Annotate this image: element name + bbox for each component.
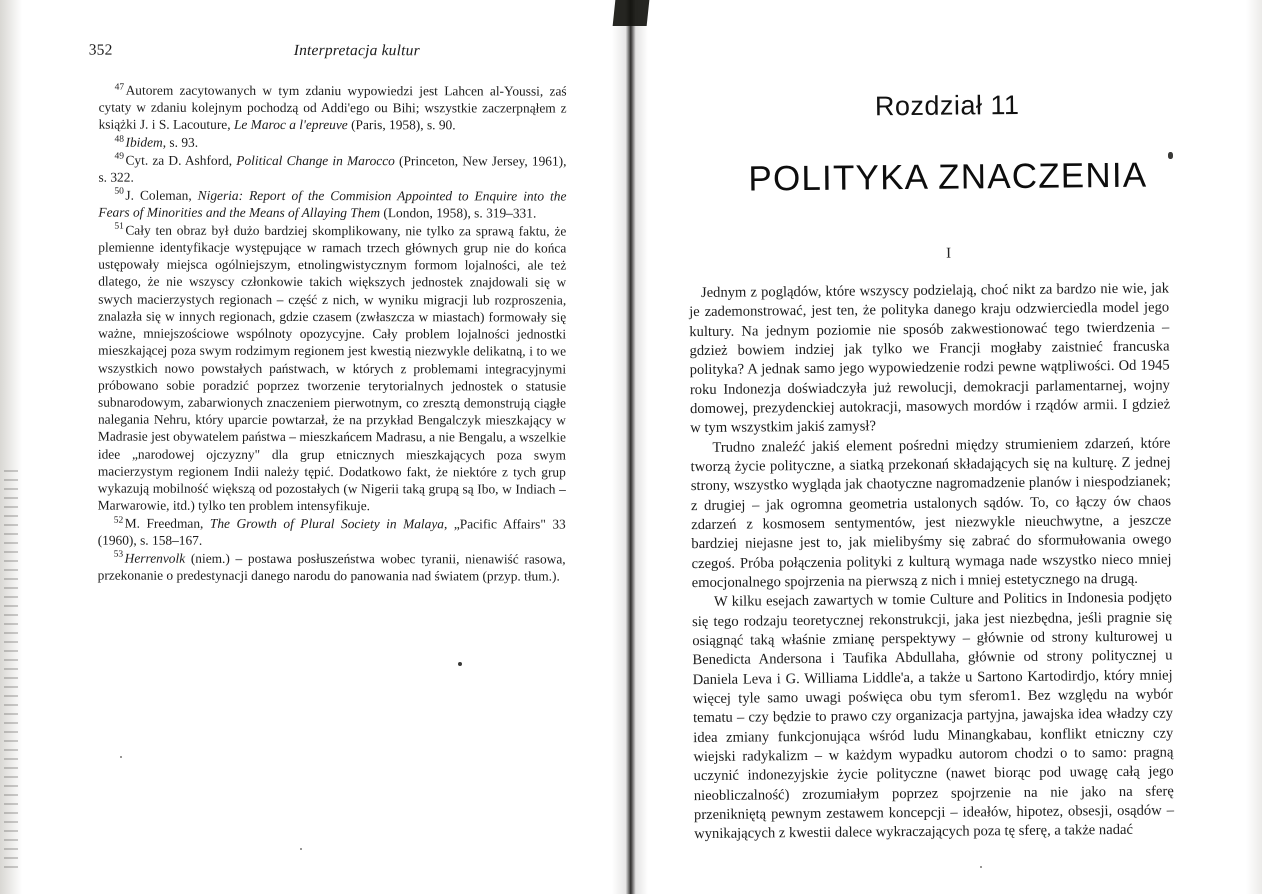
footnote-number: 51 [114, 221, 124, 232]
scan-speck [1168, 152, 1173, 159]
scan-speck [980, 866, 982, 868]
footnote: $^{48}$Ibidem, s. 93. [114, 134, 199, 150]
chapter-body [689, 279, 1174, 844]
paragraph: Trudno znaleźć jakiś element pośredni między strumieniem zdarzeń, które tworzą życie polityczne, a siatką przekonań składających się na kulturę. Z jednej strony, wszystko wygląda jak chaotyczne nagromadzenie planów i niespodzianek; z drugiej – jak ogromna geometria ustalonych sądów. To, co łączy ów chaos zdarzeń z kosmosem sentymentów, jest niezwykle nieuchwytne, a jeszcze bardziej niejasne jest to, jak mielibyśmy się zabrać do sformułowania owego czegoś. Próba połączenia polityki z kulturą wymaga nade wszystko nieco mniej emocjonalnego spojrzenia na pierwszą z nich i mniej estetycznego na drugą. [690, 435, 1172, 592]
page-number: 352 [88, 41, 113, 59]
scan-speck [300, 848, 302, 850]
footnote-number: 49 [114, 152, 125, 163]
footnote-number: 47 [114, 82, 125, 93]
footnote: $^{53}$Herrenvolk (niem.) – postawa posłuszeństwa wobec tyranii, nienawiść rasowa, przekonanie o predestynacji danego narodu do panowania nad światem (przyp. tłum.). [97, 550, 566, 584]
running-head: Interpretacja kultur [293, 41, 420, 60]
footnote-number: 52 [113, 515, 124, 526]
left-page-header [88, 41, 569, 60]
chapter-title: POLITYKA ZNACZENIA [748, 155, 1148, 199]
right-edge-shadow [1246, 0, 1262, 894]
section-number: I [946, 245, 952, 262]
footnote: $^{47}$Autorem zacytowanych w tym zdaniu wypowiedzi jest Lahcen al-Youssi, zaś cytaty w zdaniu kolejnym pochodzą od Addi'ego ou Bihi; wszystkie zaczerpnąłem z książki J. i S. Lacouture, Le Maroc a l'epreuve (Paris, 1958), s. 90. [98, 82, 567, 133]
paragraph: Jednym z poglądów, które wszyscy podzielają, choć nikt za bardzo nie wie, jak je zademonstrować, jest ten, że polityka danego kraju odzwierciedla model jego kultury. Na jednym poziomie nie sposób zakwestionować tego twierdzenia – gdzież bowiem indziej jak tylko we Francji mogłaby zaistnieć francuska polityka? A jednak samo jego wypowiedzenie rodzi pewne wątpliwości. Od 1945 roku Indonezja doświadczyła już rewolucji, demokracji parlamentarnej, wojny domowej, prezydenckiej autokracji, masowych mordów i rządów armii. I gdzież w tym wszystkim jakiś zamysł? [689, 280, 1171, 437]
paragraph: W kilku esejach zawartych w tomie Culture and Politics in Indonesia podjęto się tego rodzaju teoretycznej rekonstrukcji, jaka jest niezbędna, jeśli pragnie się osiągnąć taką właśnie zmianę perspektywy – głównie od strony kulturowej u Benedicta Andersona i Taufika Abdullaha, głównie od strony politycznej u Daniela Leva i G. Williama Liddle'a, a także u Sartono Kartodirdjo, który mniej więcej tyle samo uwagi poświęca obu tym sferom1. Bez względu na wybór tematu – czy będzie to prawo czy organizacja partyjna, jawajska idea władzy czy idea zmiany funkcjonująca wśród ludu Minangkabau, konflikt etniczny czy wiejski radykalizm – w każdym wypadku autorom chodzi o to samo: pragną uczynić indonezyjskie życie polityczne (nawet biorąc pod uwagę całą jego nieobliczalność) zrozumiałym poprzez spojrzenie na nie jako na sferę przenikniętą pewnym zestawem koncepcji – ideałów, hipotez, obsesji, osądów – wynikających z kwestii dalece wykraczających poza tę sferę, a także nadać [692, 589, 1175, 843]
scan-speck [120, 756, 122, 758]
left-edge-texture [4, 470, 18, 870]
scan-speck [458, 662, 462, 666]
footnote: $^{51}$Cały ten obraz był dużo bardziej skomplikowany, nie tylko za sprawą faktu, że plemienne identyfikacje występujące w ramach trzech głównych grup nie do końca ustępowały miejsca ogólniejszym, etnolingwistycznym formom lojalności, ale też dlatego, że nie wszyscy członkowie takich większych jednostek znajdowali się w swych macierzystych regionach – część z nich, w wyniku migracji lub rozproszenia, znalazła się w innych regionach, gdzie czasem (zwłaszcza w miastach) formowały się ważne, mniejszościowe wspólnoty opozycyjne. Cały problem lojalności jednostki mieszkającej poza swym rodzimym regionem jest kwestią niezwykle delikatną, i to we wszystkich nowo powstałych państwach, w których z problemami integracyjnymi próbowano sobie poradzić poprzez tworzenie terytorialnych jednostek o statusie subnarodowym, zabarwionych znaczeniem pierwotnym, co zresztą demonstrują ciągłe nalegania Nehru, który uparcie powtarzał, że na przykład Bengalczyk mieszkający w Madrasie jest obywatelem państwa – mieszkańcem Madrasu, a nie Bengalu, a wszelkie idee „narodowej ojczyzny" dla grup etnicznych mieszkających poza swym macierzystym regionem Indii należy tępić. Dodatkowo fakt, że niektóre z tych grup wykazują mobilność większą od pozostałych (w Nigerii taką grupą są Ibo, w Indiach – Marwarowie, itd.) tylko ten problem intensyfikuje. [97, 221, 567, 514]
footnotes-block [98, 82, 567, 586]
footnote-number: 53 [113, 550, 124, 561]
footnote: $^{52}$M. Freedman, The Growth of Plural Society in Malaya, „Pacific Affairs" 33 (1960), s. 158–167. [97, 515, 566, 548]
footnote-number: 48 [114, 134, 125, 145]
book-gutter-shadow [612, 0, 648, 894]
footnote: $^{49}$Cyt. za D. Ashford, Political Change in Marocco (Princeton, New Jersey, 1961), s. 322. [98, 152, 567, 185]
footnote-number: 50 [114, 186, 124, 197]
chapter-number: Rozdział 11 [874, 89, 1020, 122]
footnote: $^{50}$J. Coleman, Nigeria: Report of the Commision Appointed to Enquire into the Fears of Minorities and the Means of Allaying Them (London, 1958), s. 319–331. [98, 186, 567, 221]
book-gutter-top-shadow [613, 0, 650, 26]
